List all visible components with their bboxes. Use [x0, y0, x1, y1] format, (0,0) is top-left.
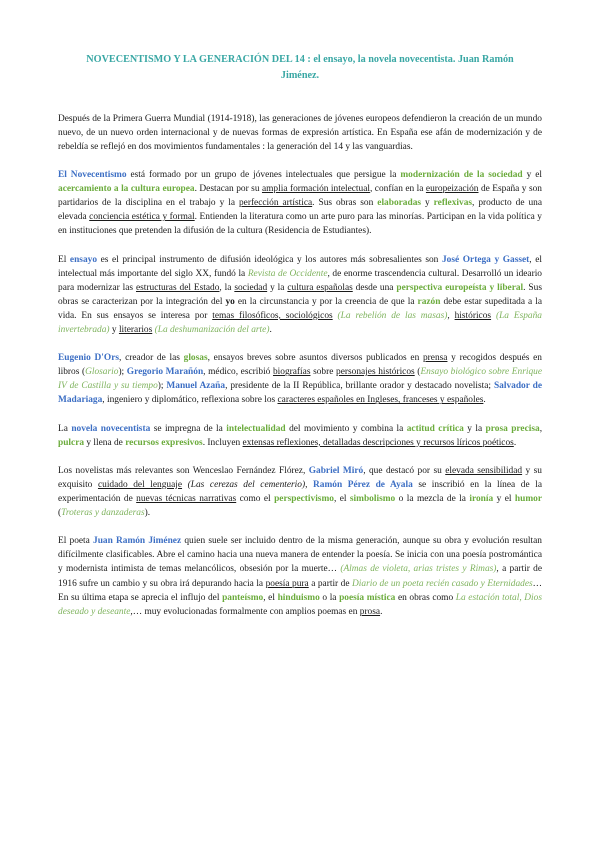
- underlined: literarios: [118, 325, 153, 336]
- text: , médico, escribió: [203, 367, 273, 378]
- author: Gabriel Miró: [308, 465, 364, 476]
- work-title: Diario de un poeta recién casado y Eternidades: [352, 578, 533, 589]
- text: del movimiento y combina la: [285, 423, 407, 434]
- author: Ramón Pérez de Ayala: [313, 479, 413, 490]
- text: , ingeniero y diplomático, reflexiona sobre los: [102, 395, 278, 406]
- paragraph-juan-ramon: [58, 534, 542, 619]
- text: y: [109, 325, 119, 336]
- text: en obras como: [395, 592, 456, 603]
- underlined: extensas reflexiones, detalladas descripciones y recursos líricos poéticos: [242, 437, 514, 448]
- text: , que destacó por su: [363, 465, 446, 476]
- text: quien suele ser incluido dentro de la misma generación, aunque su obra y evolución resultan difícilmente clasificables. Abre el camino hacia una nueva manera de entender la poesía. Se inicia con una poesía postromántica y modernista intimista de temas melancólicos, obsesión por la muerte…: [58, 536, 542, 575]
- underlined: históricos: [454, 310, 492, 321]
- text: El: [58, 254, 70, 265]
- paragraph-ensayistas: [58, 351, 542, 407]
- term: reflexivas: [433, 198, 473, 209]
- underlined: prosa: [359, 606, 381, 617]
- text: ,: [539, 423, 543, 434]
- term: pulcra: [58, 437, 85, 448]
- text: .: [513, 437, 517, 448]
- text: y llena de: [84, 437, 126, 448]
- term: novela novecentista: [71, 423, 151, 434]
- text: es el principal instrumento de difusión ideológica y los autores más sobresalientes son: [97, 254, 442, 265]
- underlined: poesía pura: [265, 578, 309, 589]
- underlined: sociedad: [234, 282, 268, 293]
- text: . Sus obras son: [312, 198, 378, 209]
- text: ,… muy evolucionadas formalmente con amplios poemas en: [130, 606, 360, 617]
- text: sobre: [310, 367, 337, 378]
- text: . Destacan por su: [194, 184, 262, 195]
- author: Manuel Azaña: [166, 381, 226, 392]
- text: .: [380, 606, 383, 617]
- text: … En su última etapa se aprecia el influjo del: [58, 578, 543, 603]
- text: La: [58, 423, 72, 434]
- term: recursos expresivos: [125, 437, 203, 448]
- term: modernización de la sociedad: [400, 169, 523, 180]
- text: o la mezcla de la: [395, 494, 470, 505]
- text: , presidente de la II República, brillante orador y destacado novelista;: [225, 381, 494, 392]
- term: ensayo: [69, 254, 98, 265]
- term: prosa precisa: [485, 423, 540, 434]
- work-title: Ensayo biológico sobre Enrique IV de Castilla y su tiempo: [58, 367, 542, 392]
- underlined: amplia formación intelectual: [261, 184, 370, 195]
- paragraph-intro: Después de la Primera Guerra Mundial (1914-1918), las generaciones de jóvenes europeos defendieron la creación de un mundo nuevo, de un nuevo orden internacional y de nuevas formas de expresión artística. En España ese afán de modernización y de rebeldía se reflejó en dos movimientos fundamentales : la generación del 14 y las vanguardias.: [58, 113, 542, 152]
- term: glosas: [183, 353, 208, 364]
- work-title: La estación total, Dios deseado y deseante: [58, 592, 542, 617]
- text: y el: [522, 169, 542, 180]
- text: , el intelectual más importante del siglo XX, fundó la: [58, 254, 542, 279]
- paragraph-novelistas: [58, 464, 542, 520]
- text: o la: [319, 592, 340, 603]
- term: humor: [514, 494, 542, 505]
- underlined: cuidado del lenguaje: [97, 479, 183, 490]
- text: y su exquisito: [58, 465, 542, 490]
- author: José Ortega y Gasset: [441, 254, 530, 265]
- text: );: [157, 381, 167, 392]
- underlined: caracteres españoles en Ingleses, franceses y españoles: [277, 395, 484, 406]
- work-title: (La rebelión de las masas): [332, 310, 448, 321]
- work-title: (La deshumanización del arte): [152, 325, 270, 336]
- text: , ensayos breves sobre asuntos diversos publicados en: [207, 353, 423, 364]
- paragraph-novecentismo: [58, 168, 542, 239]
- text: . Sus obras se caracterizan por la integración del: [58, 282, 542, 307]
- term: perspectiva europeísta y liberal: [396, 282, 524, 293]
- text: El poeta: [58, 536, 93, 547]
- author: Salvador de Madariaga: [58, 381, 542, 406]
- text: .: [269, 325, 272, 336]
- text: está formado por un grupo de jóvenes intelectuales que persigue la: [126, 169, 401, 180]
- text: se impregna de la: [150, 423, 227, 434]
- text: , el: [263, 592, 278, 603]
- term: poesía mística: [339, 592, 396, 603]
- underlined: temas filosóficos, sociológicos: [212, 310, 333, 321]
- document-page: [58, 52, 542, 633]
- text: , el: [333, 494, 350, 505]
- text: , creador de las: [119, 353, 184, 364]
- page-title: NOVECENTISMO Y LA GENERACIÓN DEL 14 : el ensayo, la novela novecentista. Juan Ramón Jiménez.: [86, 54, 514, 81]
- work-title: Troteras y danzaderas: [61, 508, 145, 519]
- term: El Novecentismo: [58, 169, 127, 180]
- text: y: [421, 198, 434, 209]
- underlined: cultura españolas: [287, 282, 353, 293]
- underlined: prensa: [422, 353, 448, 364]
- text: debe estar supeditada a la vida. En sus ensayos se interesa por: [58, 296, 542, 321]
- term: simbolismo: [349, 494, 396, 505]
- term: perspectivismo: [274, 494, 334, 505]
- term: razón: [417, 296, 441, 307]
- text: y el: [493, 494, 515, 505]
- work-title: (Las cerezas del cementerio): [182, 479, 306, 490]
- text: y la: [267, 282, 288, 293]
- text: , de enorme trascendencia cultural. Desarrolló un ideario para modernizar las: [58, 268, 542, 293]
- underlined: biografías: [272, 367, 311, 378]
- term: panteísmo: [222, 592, 264, 603]
- text: ).: [144, 508, 151, 519]
- text: (: [58, 508, 62, 519]
- text: Los novelistas más relevantes son Wenceslao Fernández Flórez,: [58, 465, 309, 476]
- text: . Incluyen: [202, 437, 243, 448]
- paragraph-novela: [58, 422, 542, 450]
- term: ironía: [469, 494, 494, 505]
- text: y recogidos después en libros (: [58, 353, 542, 378]
- term: elaboradas: [377, 198, 422, 209]
- paragraph-ensayo: [58, 253, 542, 338]
- text: (: [414, 367, 421, 378]
- underlined: europeización: [425, 184, 479, 195]
- work-title: Glosario: [85, 367, 119, 378]
- text: , a partir de 1916 sufre un cambio y su obra irá depurando hacia la: [58, 564, 543, 589]
- text: , confían en la: [369, 184, 426, 195]
- text: );: [118, 367, 127, 378]
- text: se inscribió en la línea de la experimentación de: [58, 479, 542, 505]
- underlined: conciencia estética y formal: [89, 212, 195, 223]
- term: yo: [225, 296, 235, 307]
- text: , producto de una elevada: [58, 198, 542, 223]
- text: de España y son partidarios de la disciplina en el trabajo y la: [58, 184, 542, 209]
- text: en la circunstancia y por la creencia de que la: [234, 296, 418, 307]
- term: actitud crítica: [406, 423, 464, 434]
- underlined: nuevas técnicas narrativas: [136, 494, 237, 505]
- term: acercamiento a la cultura europea: [58, 184, 195, 195]
- work-title: (La España invertebrada): [58, 310, 542, 336]
- text: como el: [236, 494, 275, 505]
- term: intelectualidad: [226, 423, 286, 434]
- text: .: [483, 395, 486, 406]
- text: , la: [219, 282, 235, 293]
- author: Juan Ramón Jiménez: [93, 536, 182, 547]
- term: hinduismo: [277, 592, 320, 603]
- underlined: personajes históricos: [336, 367, 415, 378]
- work-title: (Almas de violeta, arias tristes y Rimas): [340, 564, 497, 575]
- work-title: Revista de Occidente: [247, 268, 328, 279]
- text: a partir de: [308, 578, 353, 589]
- underlined: elevada sensibilidad: [445, 465, 523, 476]
- text: y la: [463, 423, 486, 434]
- author: Gregorio Marañón: [126, 367, 204, 378]
- author: Eugenio D'Ors: [58, 353, 120, 364]
- text: desde una: [352, 282, 397, 293]
- text: ,: [447, 310, 455, 321]
- text: ,: [305, 479, 314, 490]
- underlined: perfección artística: [238, 198, 313, 209]
- text: . Entienden la literatura como un arte puro para las minorías. Participan en la vida política y en instituciones que pretenden la difusión de la cultura (Residencia de Estudiantes).: [58, 212, 542, 237]
- underlined: estructuras del Estado: [135, 282, 220, 293]
